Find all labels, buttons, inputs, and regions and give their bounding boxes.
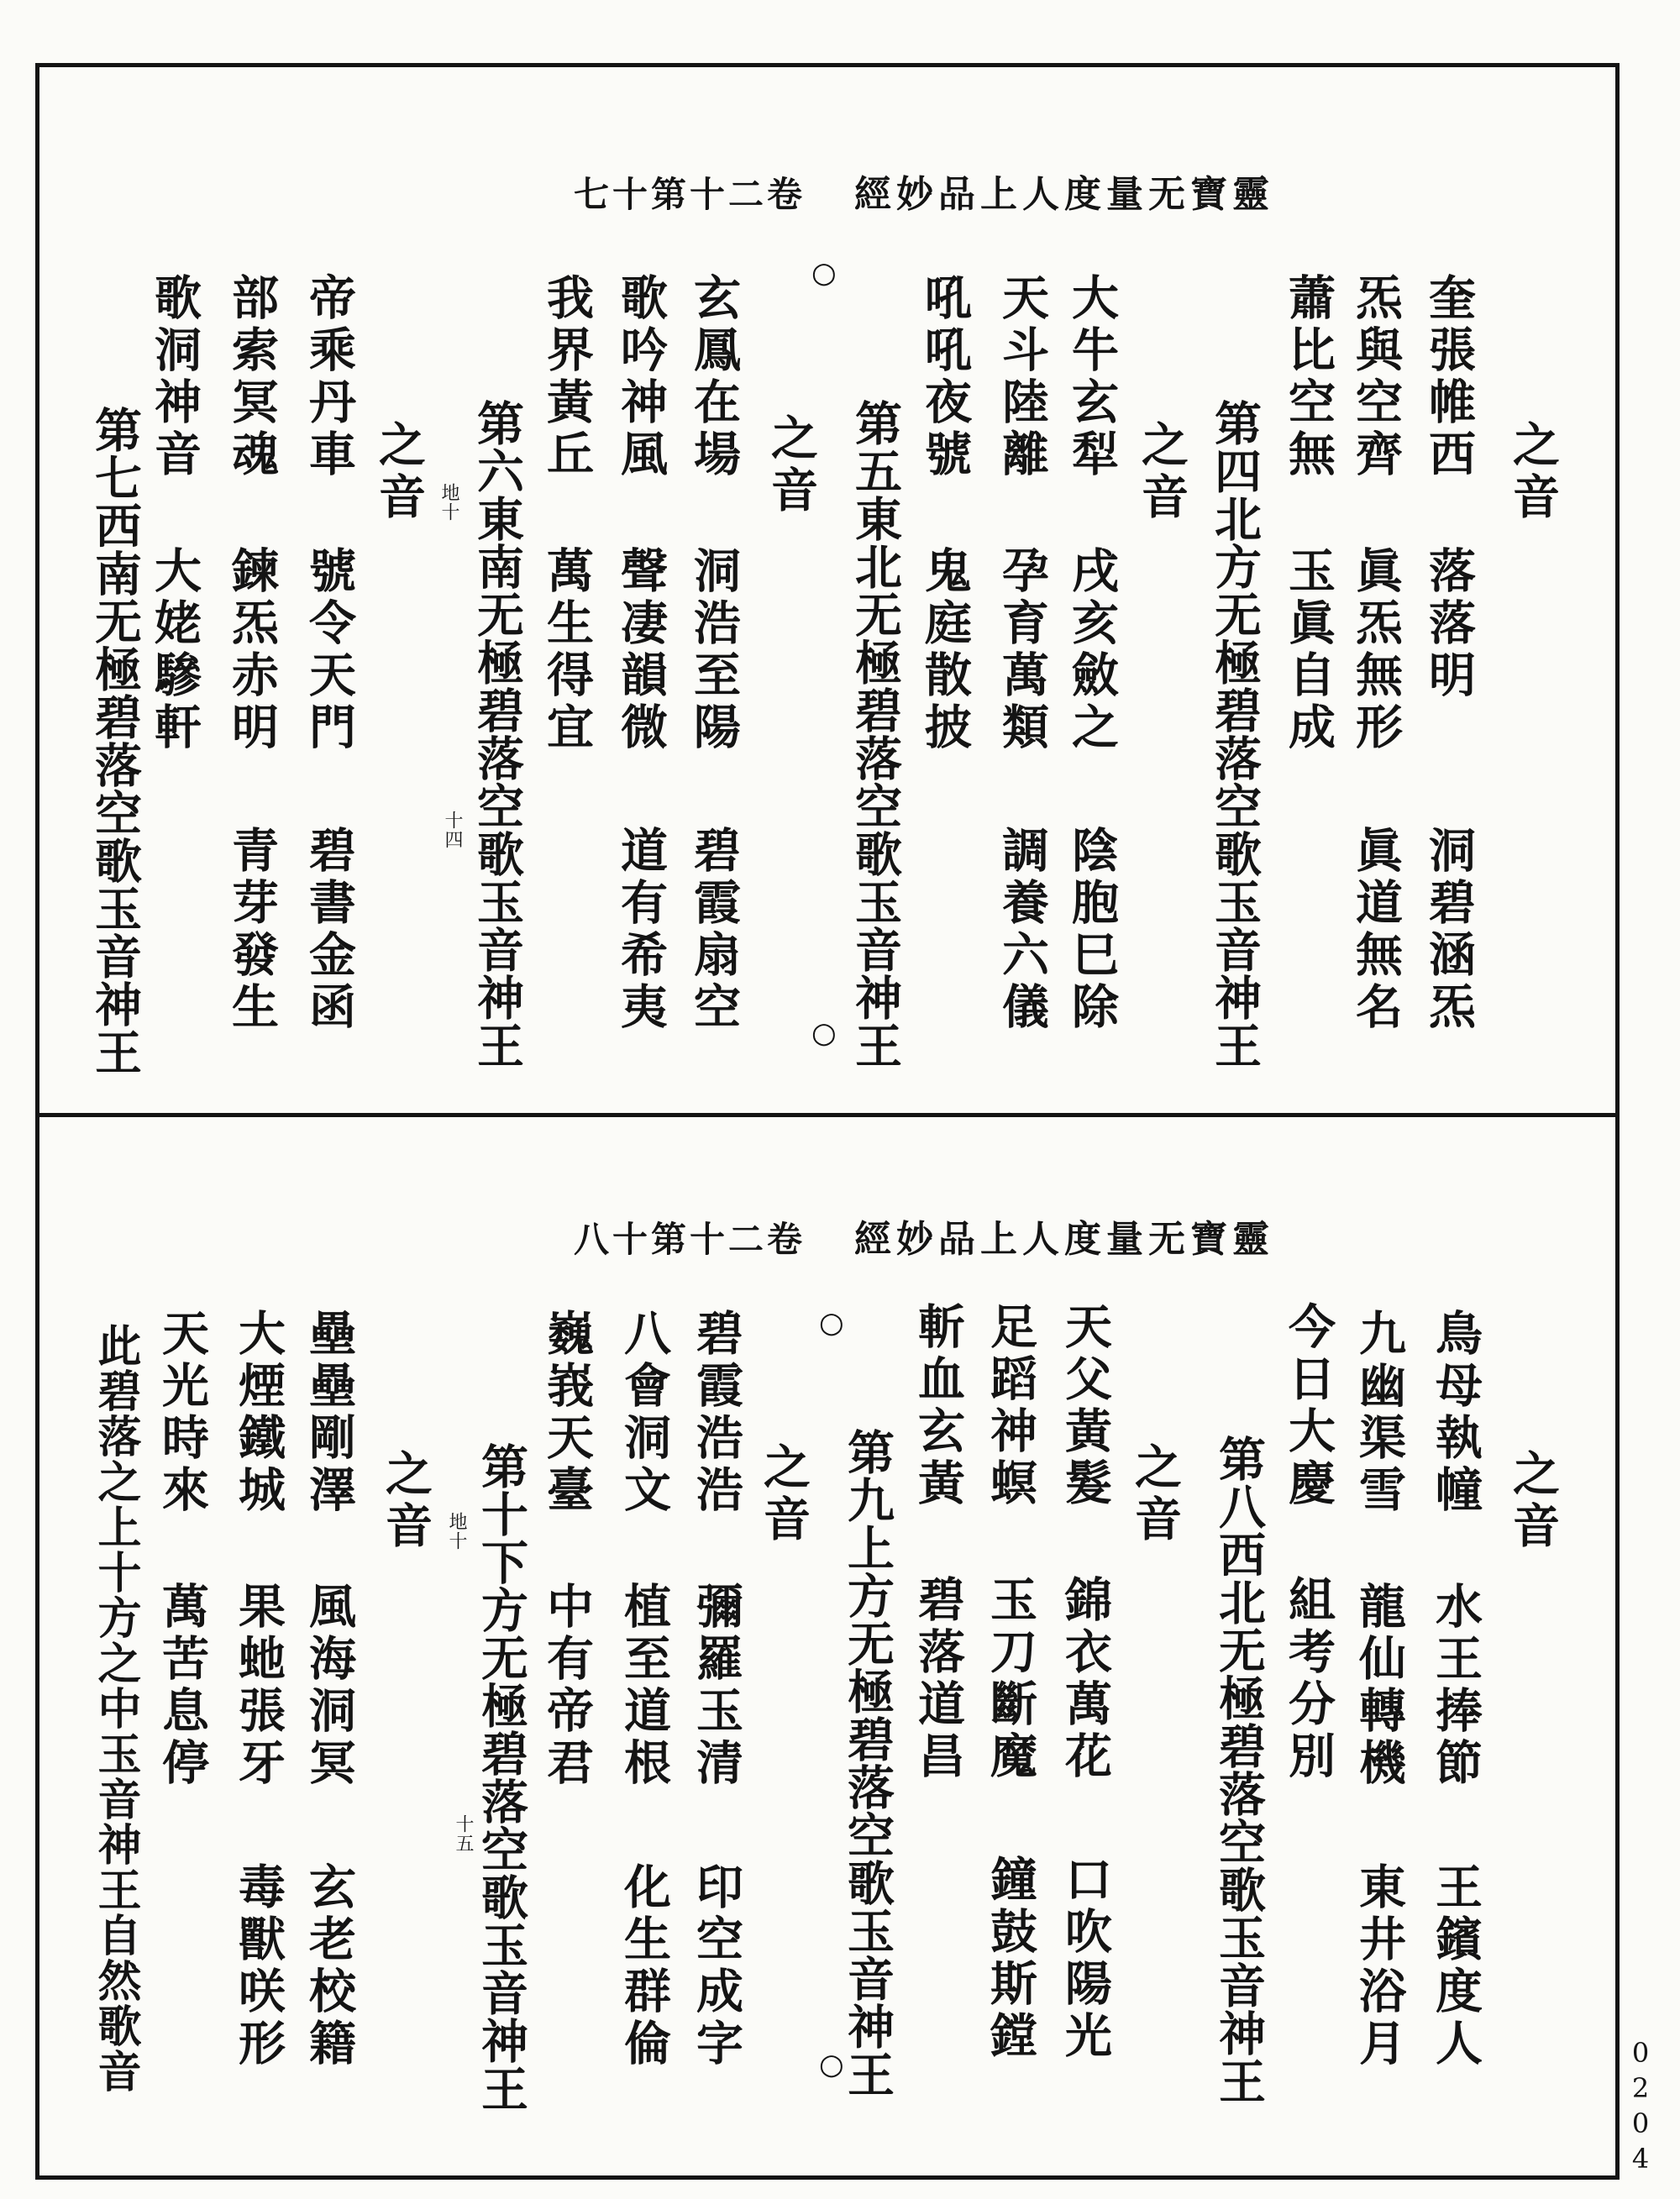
verse-line: 玉刀斷魔	[983, 1575, 1038, 1783]
verse-line: 植至道根	[617, 1582, 672, 1790]
verse-line: 果虵張牙	[231, 1582, 286, 1790]
verse-line: 玄老校籍	[302, 1862, 357, 2070]
verse-line: 碧書金函	[302, 826, 357, 1034]
verse-line: 青芽發生	[224, 826, 280, 1034]
verse-line: 天斗陸離	[995, 273, 1050, 481]
verse-line: 吼吼夜號	[917, 273, 973, 481]
panel-divider	[35, 1113, 1620, 1117]
verse-line: 印空成字	[689, 1862, 744, 2070]
verse-line: 萬苦息停	[155, 1582, 210, 1790]
verse-line: 東井浴月	[1352, 1862, 1407, 2070]
section-heading: 第十下方无極碧落空歌玉音神王	[474, 1442, 529, 2112]
verse-line: 蕭比空無	[1281, 273, 1336, 481]
folio-fascicle-mark: 地十	[446, 1512, 467, 1551]
folio-page-mark: 十四	[442, 811, 463, 849]
section-heading: 第七西南无極碧落空歌玉音神王	[87, 406, 143, 1076]
verse-line: 陰胞巳除	[1064, 826, 1120, 1034]
zhiyin-marker: 之音	[1505, 1449, 1561, 1553]
verse-line: 口吹陽光	[1058, 1855, 1113, 2063]
circle-mark: ○	[819, 1306, 844, 1340]
verse-line: 化生群倫	[617, 1862, 672, 2070]
circle-mark: ○	[811, 1016, 837, 1050]
verse-line: 洞碧涵炁	[1421, 826, 1477, 1034]
verse-line: 壘壘剛澤	[302, 1309, 357, 1517]
verse-line: 天光時來	[155, 1309, 210, 1517]
verse-line: 大姥驂軒	[147, 546, 202, 754]
verse-line: 歌吟神風	[613, 273, 669, 481]
verse-line: 萬生得宜	[539, 546, 595, 754]
verse-line: 風海洞冥	[302, 1582, 357, 1790]
verse-line: 碧落道昌	[911, 1575, 966, 1783]
verse-line: 巍峩天臺	[539, 1309, 595, 1517]
verse-line: 我界黃丘	[539, 273, 595, 481]
verse-line: 中有帝君	[539, 1582, 595, 1790]
page-number: 0204	[1625, 2037, 1656, 2178]
verse-line: 今日大慶	[1281, 1302, 1336, 1510]
running-header-volume: 七十第十二卷	[574, 174, 806, 215]
verse-line: 斬血玄黃	[911, 1302, 966, 1510]
verse-line: 鳥母執幢	[1428, 1309, 1483, 1517]
verse-line: 道有希夷	[613, 826, 669, 1034]
verse-line: 孕育萬類	[995, 546, 1050, 754]
verse-line: 調養六儀	[995, 826, 1050, 1034]
verse-line: 碧霞扇空	[686, 826, 742, 1034]
verse-line: 大煙鐵城	[231, 1309, 286, 1517]
zhiyin-marker: 之音	[371, 420, 427, 524]
zhiyin-marker: 之音	[756, 1442, 811, 1546]
running-header-title: 經妙品上人度量无寶靈	[854, 173, 1274, 216]
running-header-volume: 八十第十二卷	[574, 1219, 806, 1260]
zhiyin-marker: 之音	[1134, 420, 1189, 524]
verse-line: 足蹈神螟	[983, 1302, 1038, 1510]
verse-line: 大牛玄犁	[1064, 273, 1120, 481]
zhiyin-marker: 之音	[1127, 1442, 1183, 1546]
verse-line: 帝乘丹車	[302, 273, 357, 481]
zhiyin-marker: 之音	[764, 413, 819, 517]
verse-line: 水王捧節	[1428, 1582, 1483, 1790]
running-header-title: 經妙品上人度量无寶靈	[854, 1218, 1274, 1261]
closing-line: 此碧落之上十方之中玉音神王自然歌音	[90, 1323, 141, 2094]
section-heading: 第五東北无極碧落空歌玉音神王	[848, 399, 903, 1069]
verse-line: 玉眞自成	[1281, 546, 1336, 754]
verse-line: 歌洞神音	[147, 273, 202, 481]
section-heading: 第六東南无極碧落空歌玉音神王	[470, 399, 525, 1069]
verse-line: 鬼庭散披	[917, 546, 973, 754]
verse-line: 號令天門	[302, 546, 357, 754]
verse-line: 組考分別	[1281, 1575, 1336, 1783]
verse-line: 錦衣萬花	[1058, 1575, 1113, 1783]
folio-fascicle-mark: 地十	[438, 483, 459, 522]
verse-line: 彌羅玉清	[689, 1582, 744, 1790]
section-heading: 第八西北无極碧落空歌玉音神王	[1211, 1435, 1267, 2105]
circle-mark: ○	[811, 256, 837, 290]
folio-page-mark: 十五	[453, 1814, 474, 1853]
section-heading: 第九上方无極碧落空歌玉音神王	[840, 1428, 895, 2098]
zhiyin-marker: 之音	[1505, 420, 1561, 524]
verse-line: 龍仙轉機	[1352, 1582, 1407, 1790]
verse-line: 八會洞文	[617, 1309, 672, 1517]
verse-line: 碧霞浩浩	[689, 1309, 744, 1517]
verse-line: 鐘鼓斯鏜	[983, 1855, 1038, 2063]
verse-line: 鍊炁赤明	[224, 546, 280, 754]
verse-line: 眞炁無形	[1348, 546, 1404, 754]
zhiyin-marker: 之音	[378, 1449, 433, 1553]
section-heading: 第四北方无極碧落空歌玉音神王	[1207, 399, 1263, 1069]
verse-line: 奎張帷西	[1421, 273, 1477, 481]
verse-line: 眞道無名	[1348, 826, 1404, 1034]
verse-line: 聲凄韻微	[613, 546, 669, 754]
verse-line: 落落明	[1421, 546, 1477, 702]
verse-line: 九幽渠雪	[1352, 1309, 1407, 1517]
verse-line: 王鑌度人	[1428, 1862, 1483, 2070]
verse-line: 炁與空齊	[1348, 273, 1404, 481]
verse-line: 毒獸咲形	[231, 1862, 286, 2070]
verse-line: 洞浩至陽	[686, 546, 742, 754]
verse-line: 部索冥魂	[224, 273, 280, 481]
verse-line: 戌亥斂之	[1064, 546, 1120, 754]
verse-line: 玄鳳在場	[686, 273, 742, 481]
verse-line: 天父黃髮	[1058, 1302, 1113, 1510]
circle-mark: ○	[819, 2048, 844, 2081]
